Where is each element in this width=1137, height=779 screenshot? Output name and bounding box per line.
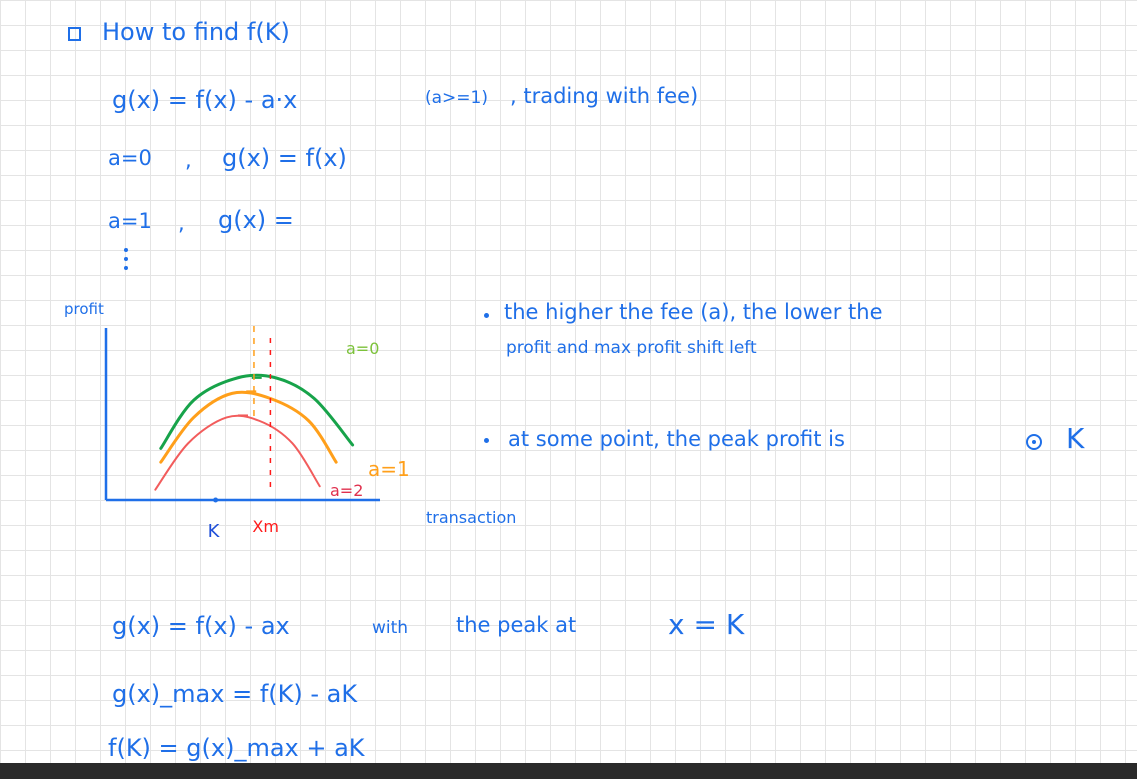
bottom-bar bbox=[0, 763, 1137, 779]
case-a0-equation: g(x) = f(x) bbox=[222, 144, 347, 172]
equation-g-definition: g(x) = f(x) - a·x bbox=[112, 86, 298, 114]
xm-marker-label: Xm bbox=[252, 517, 279, 536]
case-a1-label: a=1 bbox=[108, 209, 152, 233]
equation-x-equals-k: x = K bbox=[668, 608, 745, 641]
bullet-note-peak-k: K bbox=[1066, 422, 1085, 455]
bullet-note-fee-line1: the higher the fee (a), the lower the bbox=[504, 300, 883, 324]
case-a1-equation: g(x) = bbox=[218, 206, 294, 234]
bullet-note-peak: at some point, the peak profit is bbox=[508, 427, 845, 451]
series-label-a0: a=0 bbox=[346, 339, 380, 358]
x-axis-label: transaction bbox=[426, 508, 517, 527]
bullet-note-fee-line2: profit and max profit shift left bbox=[506, 338, 757, 358]
equation-g-with-peak: g(x) = f(x) - ax bbox=[112, 612, 290, 640]
curve-a0 bbox=[161, 375, 353, 448]
case-a0-sep: , bbox=[185, 148, 192, 172]
profit-chart bbox=[0, 0, 640, 560]
y-axis-label: profit bbox=[64, 300, 104, 318]
equation-fk-result: f(K) = g(x)_max + aK bbox=[108, 734, 365, 762]
bullet-dot-1 bbox=[484, 313, 489, 318]
bullet-dot-2 bbox=[484, 438, 489, 443]
equation-peak-at: the peak at bbox=[456, 613, 577, 637]
equation-aside-trading: , trading with fee) bbox=[510, 84, 699, 108]
series-label-a2: a=2 bbox=[330, 481, 364, 500]
equation-with-word: with bbox=[372, 618, 409, 638]
curve-a1 bbox=[161, 392, 336, 462]
circled-dot-icon bbox=[1024, 432, 1044, 452]
k-marker-dot bbox=[213, 498, 218, 503]
k-marker-label: K bbox=[207, 521, 220, 542]
note-heading: How to find f(K) bbox=[102, 18, 290, 46]
equation-gmax: g(x)_max = f(K) - aK bbox=[112, 680, 358, 708]
equation-aside-condition: (a>=1) bbox=[425, 88, 488, 108]
series-label-a1: a=1 bbox=[368, 457, 410, 481]
curve-a2 bbox=[155, 416, 319, 490]
case-a0-label: a=0 bbox=[108, 146, 152, 170]
case-a1-sep: , bbox=[178, 211, 185, 235]
